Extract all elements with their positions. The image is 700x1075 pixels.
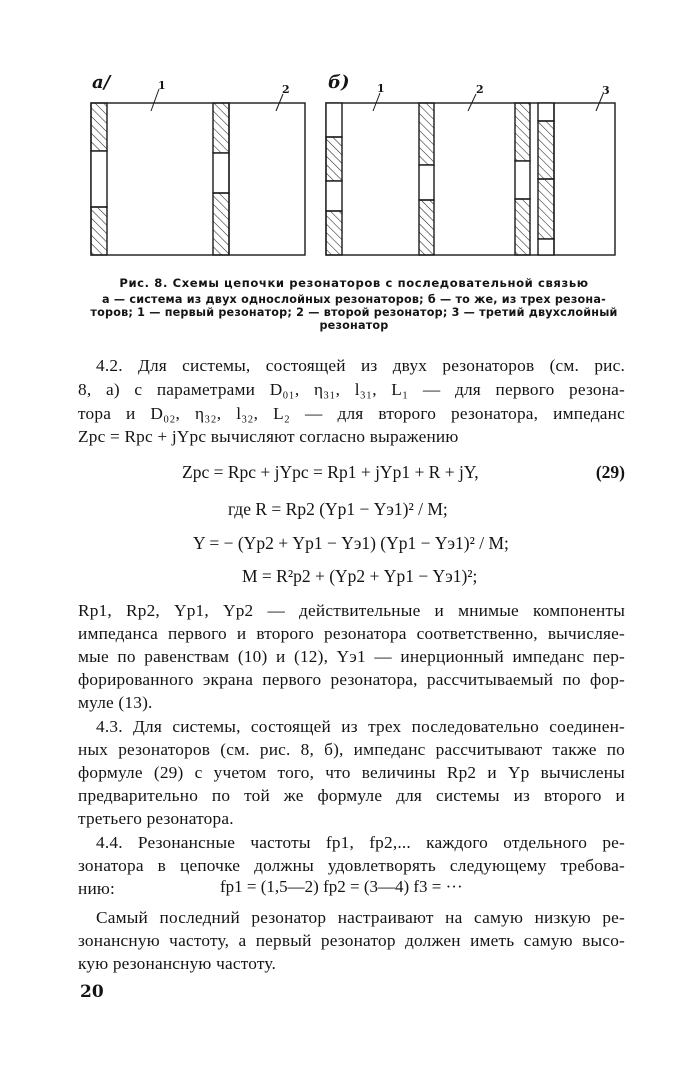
diagram-b-left-wall-4 bbox=[326, 211, 342, 255]
figure-caption-title: Рис. 8. Схемы цепочки резонаторов с последовательной связью bbox=[119, 276, 589, 290]
paragraph-line: зонатора в цепочке должны удовлетворять следующему требова- bbox=[78, 856, 625, 875]
equation-M: M = R²р2 + (Yр2 + Yр1 − Yэ1)²; bbox=[242, 566, 478, 586]
diagram-b-third-wall-lower bbox=[515, 199, 530, 255]
diagram-a bbox=[91, 89, 305, 255]
figure-8-diagram bbox=[0, 0, 700, 270]
paragraph-line: Zрс = Rрс + jYрс вычисляют согласно выражению bbox=[78, 427, 459, 446]
diagram-b-second-wall-lower bbox=[419, 200, 434, 255]
diagram-a-number-2: 2 bbox=[282, 83, 290, 96]
diagram-b-third-wall-upper bbox=[515, 103, 530, 161]
diagram-a-left-wall-gap bbox=[91, 151, 107, 207]
paragraph-line: предварительно по той же формуле для системы из второго и bbox=[78, 786, 625, 805]
diagram-a-middle-wall-gap bbox=[213, 153, 229, 193]
page-number: 20 bbox=[80, 982, 104, 1002]
diagram-b-leader-1 bbox=[373, 93, 380, 111]
diagram-b-third-wall-gap bbox=[515, 161, 530, 199]
diagram-b-fourth-wall-bottom bbox=[538, 239, 554, 255]
paragraph-line: форированного экрана первого резонатора, рассчитываемый по фор- bbox=[78, 670, 625, 689]
diagram-a-outline bbox=[91, 103, 305, 255]
paragraph-line: зонансную частоту, а первый резонатор должен иметь самую высо- bbox=[78, 931, 625, 950]
diagram-a-middle-wall-upper bbox=[213, 103, 229, 153]
paragraph-line: 4.4. Резонансные частоты fр1, fр2,... каждого отдельного ре- bbox=[96, 833, 625, 852]
paragraph-line: ных резонаторов (см. рис. 8, б), импеданс рассчитывают также по bbox=[78, 740, 625, 759]
diagram-b-number-3: 3 bbox=[602, 84, 610, 97]
paragraph-line: 8, а) с параметрами D₀₁, η₃₁, l₃₁, L₁ — для первого резона- bbox=[78, 380, 625, 399]
equation-29-number: (29) bbox=[595, 462, 625, 482]
diagram-b bbox=[326, 93, 615, 255]
diagram-b-fourth-wall-hatched-lower bbox=[538, 179, 554, 239]
diagram-b-second-wall-gap bbox=[419, 165, 434, 200]
equation-29: Zрс = Rрс + jYрс = Rр1 + jYр1 + R + jY, bbox=[182, 462, 479, 482]
diagram-b-left-wall-2 bbox=[326, 137, 342, 181]
paragraph-line: 4.2. Для системы, состоящей из двух резонаторов (см. рис. bbox=[96, 356, 625, 375]
paragraph-line: формуле (29) с учетом того, что величины Rр2 и Yр вычислены bbox=[78, 763, 625, 782]
paragraph-line: Rр1, Rр2, Yр1, Yр2 — действительные и мнимые компоненты bbox=[78, 601, 625, 620]
equation-frequencies: fр1 = (1,5—2) fр2 = (3—4) f3 = ··· bbox=[220, 877, 463, 896]
paragraph-line: Самый последний резонатор настраивают на самую низкую ре- bbox=[96, 908, 625, 927]
paragraph-line: третьего резонатора. bbox=[78, 809, 234, 828]
paragraph-line: муле (13). bbox=[78, 693, 153, 712]
figure-caption-line: резонатор bbox=[319, 319, 389, 332]
diagram-a-number-1: 1 bbox=[158, 79, 166, 92]
paragraph-line: тора и D₀₂, η₃₂, l₃₂, L₂ — для второго резонатора, импеданс bbox=[78, 404, 625, 423]
paragraph-line: мые по равенствам (10) и (12), Yэ1 — инерционный импеданс пер- bbox=[78, 647, 625, 666]
diagram-b-label: б) bbox=[328, 72, 350, 93]
paragraph-line: нию: bbox=[78, 879, 116, 898]
diagram-b-left-wall-3 bbox=[326, 181, 342, 211]
paragraph-line: 4.3. Для системы, состоящей из трех последовательно соединен- bbox=[96, 717, 625, 736]
diagram-b-number-1: 1 bbox=[377, 82, 385, 95]
equation-R: где R = Rр2 (Yр1 − Yэ1)² / M; bbox=[228, 499, 448, 519]
equation-Y: Y = − (Yр2 + Yр1 − Yэ1) (Yр1 − Yэ1)² / M; bbox=[193, 533, 509, 553]
paragraph-line: кую резонансную частоту. bbox=[78, 954, 276, 973]
diagram-a-left-wall-lower bbox=[91, 207, 107, 255]
paragraph-line: импеданса первого и второго резонатора соответственно, вычисляе- bbox=[78, 624, 625, 643]
diagram-b-fourth-wall-hatched-upper bbox=[538, 121, 554, 179]
figure-caption-line: а — система из двух однослойных резонаторов; б — то же, из трех резона- bbox=[102, 293, 606, 306]
diagram-b-outline bbox=[326, 103, 615, 255]
diagram-b-fourth-wall-top bbox=[538, 103, 554, 121]
diagram-b-left-wall-1 bbox=[326, 103, 342, 137]
diagram-b-number-2: 2 bbox=[476, 83, 484, 96]
diagram-a-left-wall-upper bbox=[91, 103, 107, 151]
diagram-a-leader-1 bbox=[151, 89, 159, 111]
diagram-a-label: a/ bbox=[92, 72, 111, 93]
figure-caption-line: торов; 1 — первый резонатор; 2 — второй резонатор; 3 — третий двухслойный bbox=[90, 306, 618, 319]
diagram-b-second-wall-upper bbox=[419, 103, 434, 165]
diagram-a-middle-wall-lower bbox=[213, 193, 229, 255]
